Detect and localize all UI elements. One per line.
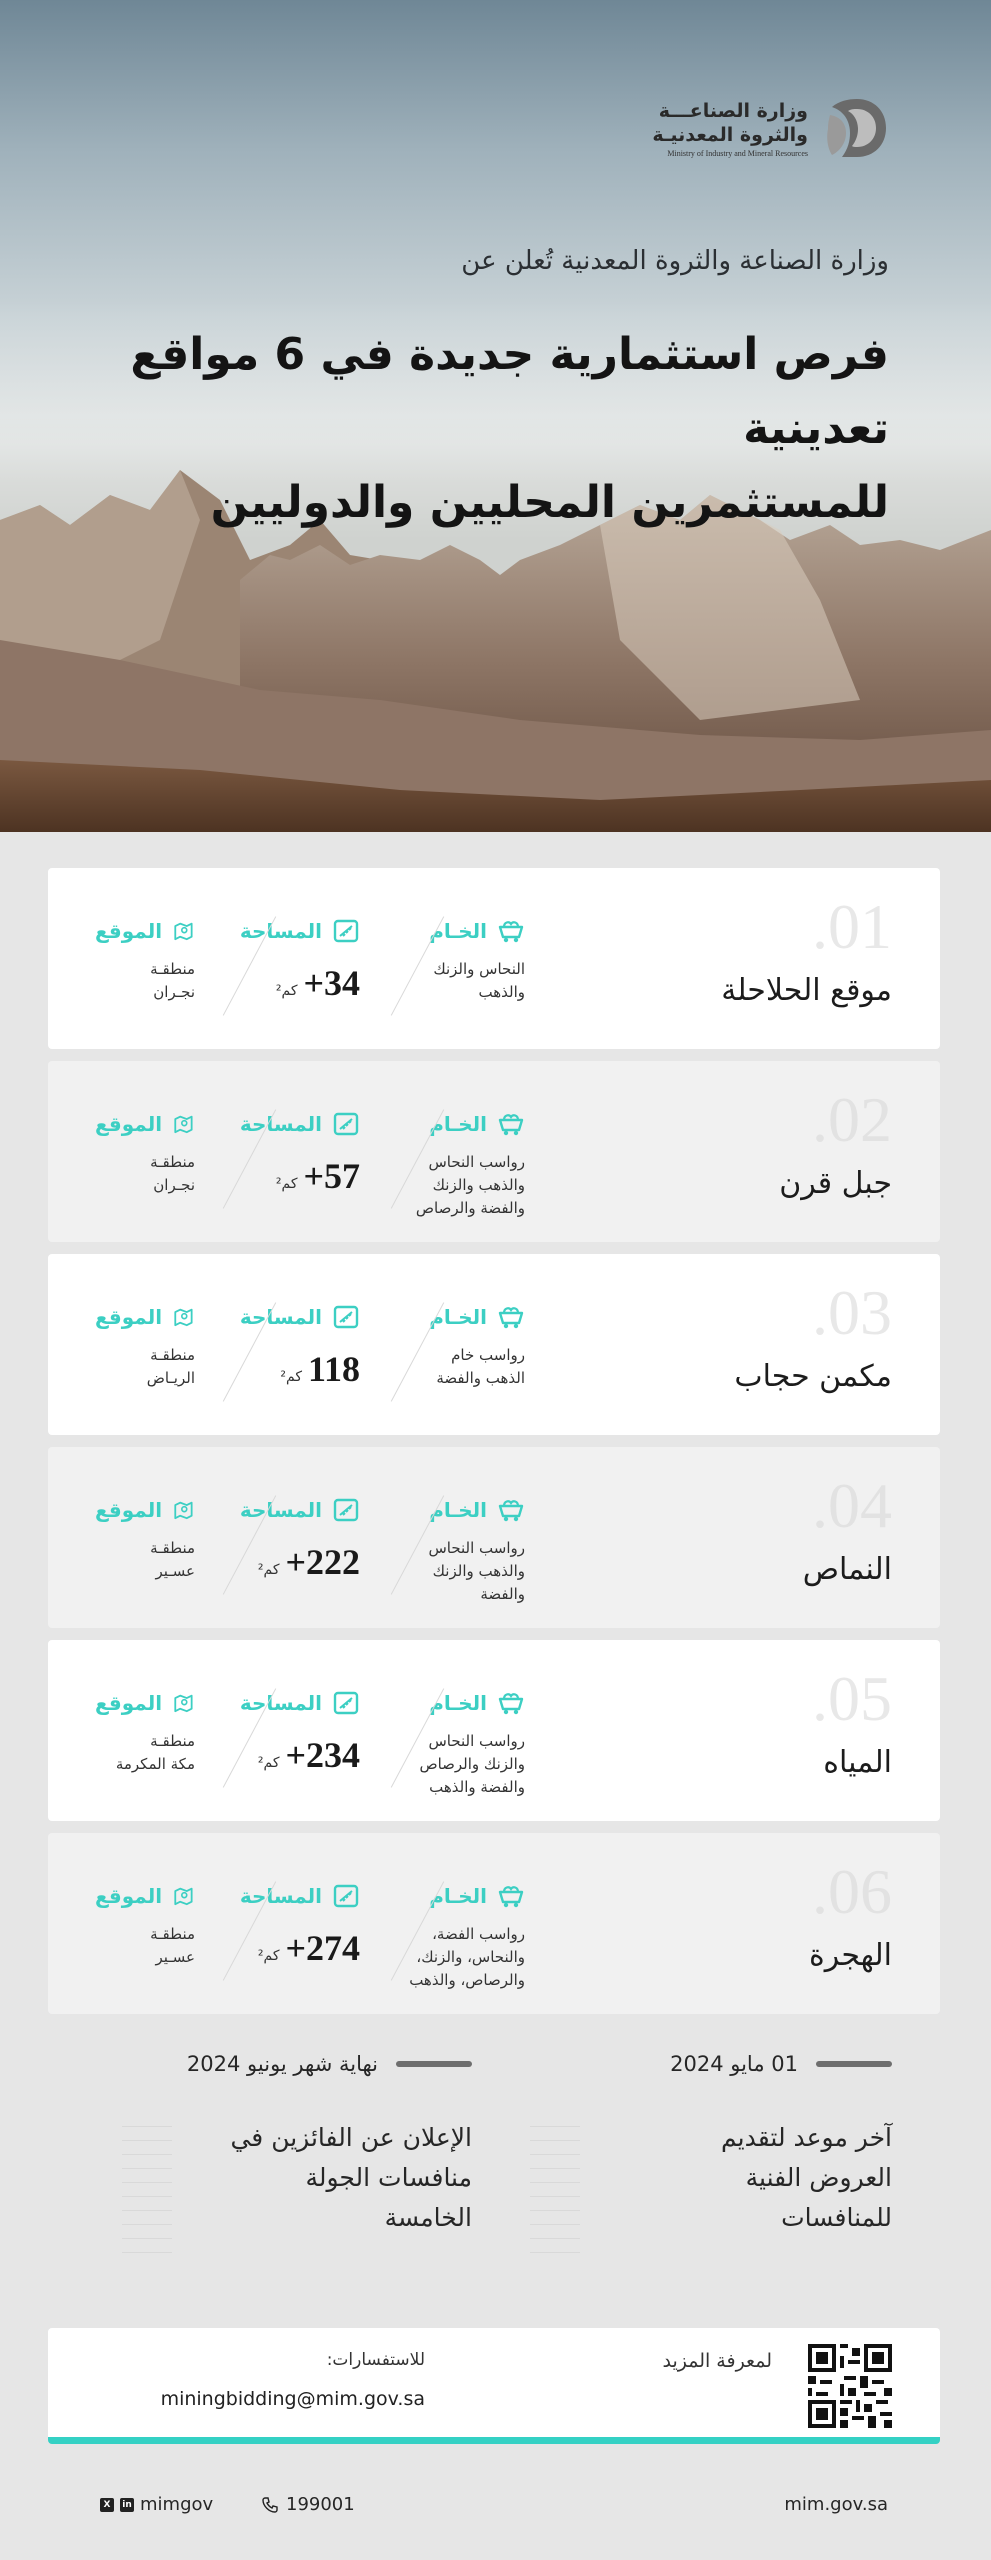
location-label: الموقع [95,1112,163,1136]
ore-value-line1: رواسب الفضة، [432,1925,525,1943]
decorative-stripes [530,2126,580,2266]
map-pin-icon [172,1883,195,1909]
ore-column [365,916,525,1004]
qr-code[interactable] [808,2344,892,2428]
location-column [95,1495,195,1583]
site-number: .03 [812,1277,892,1348]
ore-label: الخـام [429,1884,487,1908]
ore-label: الخـام [429,1691,487,1715]
mine-cart-icon [497,1883,525,1909]
logo-arabic-line2: والثروة المعدنيـة [652,123,808,146]
date-marker [816,2061,892,2067]
winners-date: نهاية شهر يونيو 2024 [186,2052,378,2076]
winners-desc-line1: الإعلان عن الفائزين في [230,2123,472,2152]
area-unit: كم² [257,1562,280,1578]
deadline-desc-line3: للمنافسات [781,2203,892,2232]
area-value: +34 [303,963,360,1003]
site-number: .05 [812,1663,892,1734]
logo-english-text: Ministry of Industry and Mineral Resources [667,148,808,158]
hero-banner [0,0,991,832]
site-name: الهجرة [809,1938,892,1973]
site-card [48,1447,940,1628]
site-name: موقع الحلاحلة [721,973,892,1008]
ore-column [365,1688,525,1799]
location-value-line2: عسـير [155,1948,195,1966]
location-column [95,1109,195,1197]
ore-value-line1: رواسب خام [451,1346,525,1364]
ore-value-line1: رواسب النحاس [428,1153,525,1171]
ruler-icon [332,1111,360,1137]
site-number: .06 [812,1856,892,1927]
area-unit: كم² [280,1369,302,1385]
location-label: الموقع [95,919,163,943]
site-name: مكمن حجاب [734,1359,892,1394]
date-marker [396,2061,472,2067]
location-value-line2: مكة المكرمة [115,1755,195,1773]
area-value: 118 [307,1349,360,1389]
ore-value-line2: الذهب والفضة [436,1369,525,1387]
mine-cart-icon [497,1497,525,1523]
ore-value-line2: والذهب [478,983,525,1001]
website-link[interactable]: mim.gov.sa [784,2494,888,2515]
ore-value-line3: والفضة [480,1585,525,1603]
deadline-date-block [552,2052,892,2238]
site-number: .04 [812,1470,892,1541]
ore-value-line1: رواسب النحاس [428,1539,525,1557]
location-column [95,916,195,1004]
winners-desc-line2: منافسات الجولة [305,2163,472,2192]
map-pin-icon [172,1111,195,1137]
phone-icon [262,2497,278,2513]
site-name: النماص [802,1552,892,1587]
ministry-logo [652,88,892,168]
location-value-line1: منطقـة [150,1346,195,1364]
area-value: +234 [285,1735,360,1775]
ore-value-line3: والرصاص، والذهب [409,1971,525,1989]
area-label: المساحة [239,1884,322,1908]
ore-value-line1: النحاس والزنك [433,960,525,978]
ruler-icon [332,1497,360,1523]
ruler-icon [332,1690,360,1716]
site-number: .02 [812,1084,892,1155]
x-twitter-icon[interactable]: X [100,2498,114,2512]
location-value-line2: الريـاض [146,1369,195,1387]
ore-column [365,1109,525,1220]
ministry-logo-icon [822,93,892,163]
ore-column [365,1302,525,1390]
location-value-line1: منطقـة [150,1153,195,1171]
area-label: المساحة [239,1305,322,1329]
location-value-line1: منطقـة [150,1539,195,1557]
key-dates-section [48,2052,940,2292]
page-footer [48,2490,940,2524]
area-value: +274 [285,1928,360,1968]
phone-contact[interactable] [262,2494,355,2515]
area-unit: كم² [275,1176,298,1192]
contact-email-link[interactable]: miningbidding@mim.gov.sa [160,2388,425,2410]
winners-date-block [132,2052,472,2238]
map-pin-icon [172,918,195,944]
area-label: المساحة [239,1112,322,1136]
map-pin-icon [172,1304,195,1330]
area-label: المساحة [239,1498,322,1522]
location-column [95,1881,195,1969]
headline-line1: فرص استثمارية جديدة في 6 مواقع تعدينية [130,329,889,454]
winners-desc-line3: الخامسة [384,2203,472,2232]
ruler-icon [332,918,360,944]
ore-column [365,1881,525,1992]
ore-label: الخـام [429,1305,487,1329]
area-column [220,1495,360,1583]
site-card [48,1061,940,1242]
site-card [48,1833,940,2014]
location-value-line2: عسـير [155,1562,195,1580]
area-label: المساحة [239,919,322,943]
site-card [48,1254,940,1435]
page-headline [69,318,889,540]
location-column [95,1688,195,1776]
area-column [220,916,360,1004]
map-pin-icon [172,1497,195,1523]
location-value-line1: منطقـة [150,960,195,978]
area-unit: كم² [257,1948,280,1964]
area-value: +222 [285,1542,360,1582]
mine-cart-icon [497,1111,525,1137]
map-pin-icon [172,1690,195,1716]
mine-cart-icon [497,1304,525,1330]
social-handle: mimgov [140,2494,214,2515]
area-unit: كم² [257,1755,280,1771]
deadline-desc-line1: آخر موعد لتقديم [721,2123,892,2152]
mine-cart-icon [497,918,525,944]
area-value: +57 [303,1156,360,1196]
ore-value-line2: والزنك والرصاص [419,1755,525,1773]
site-card [48,1640,940,1821]
location-value-line1: منطقـة [150,1925,195,1943]
area-column [220,1881,360,1969]
location-column [95,1302,195,1390]
ruler-icon [332,1304,360,1330]
ruler-icon [332,1883,360,1909]
location-label: الموقع [95,1305,163,1329]
location-label: الموقع [95,1498,163,1522]
location-value-line2: نجـران [153,1176,195,1194]
site-name: المياه [823,1745,892,1780]
area-column [220,1109,360,1197]
decorative-stripes [122,2126,172,2266]
inquiries-label: للاستفسارات: [326,2350,425,2370]
ore-value-line3: والفضة والرصاص [415,1199,525,1217]
linkedin-icon[interactable]: in [120,2498,134,2512]
headline-line2: للمستثمرين المحليين والدوليين [210,477,889,528]
ore-label: الخـام [429,1498,487,1522]
ore-label: الخـام [429,1112,487,1136]
announcement-subtitle: وزارة الصناعة والثروة المعدنية تُعلن عن [461,246,889,276]
area-column [220,1688,360,1776]
area-unit: كم² [275,983,298,999]
contact-box [48,2328,940,2444]
area-column [220,1302,360,1390]
location-value-line1: منطقـة [150,1732,195,1750]
deadline-date: 01 مايو 2024 [670,2052,798,2076]
ore-value-line3: والفضة والذهب [429,1778,525,1796]
site-name: جبل قرن [779,1166,892,1201]
ore-label: الخـام [429,919,487,943]
location-label: الموقع [95,1884,163,1908]
ore-column [365,1495,525,1606]
ore-value-line2: والنحاس، والزنك، [416,1948,525,1966]
ore-value-line2: والذهب والزنك [432,1562,525,1580]
site-number: .01 [812,891,892,962]
area-label: المساحة [239,1691,322,1715]
logo-arabic-line1: وزارة الصناعـــة [658,99,808,122]
mine-cart-icon [497,1690,525,1716]
deadline-desc-line2: العروض الفنية [745,2163,892,2192]
more-info-label: لمعرفة المزيد [662,2350,772,2372]
location-label: الموقع [95,1691,163,1715]
site-card [48,868,940,1049]
ore-value-line2: والذهب والزنك [432,1176,525,1194]
social-links[interactable] [100,2494,213,2515]
ore-value-line1: رواسب النحاس [428,1732,525,1750]
phone-number: 199001 [286,2494,355,2515]
mining-sites-list [48,868,940,2026]
location-value-line2: نجـران [153,983,195,1001]
